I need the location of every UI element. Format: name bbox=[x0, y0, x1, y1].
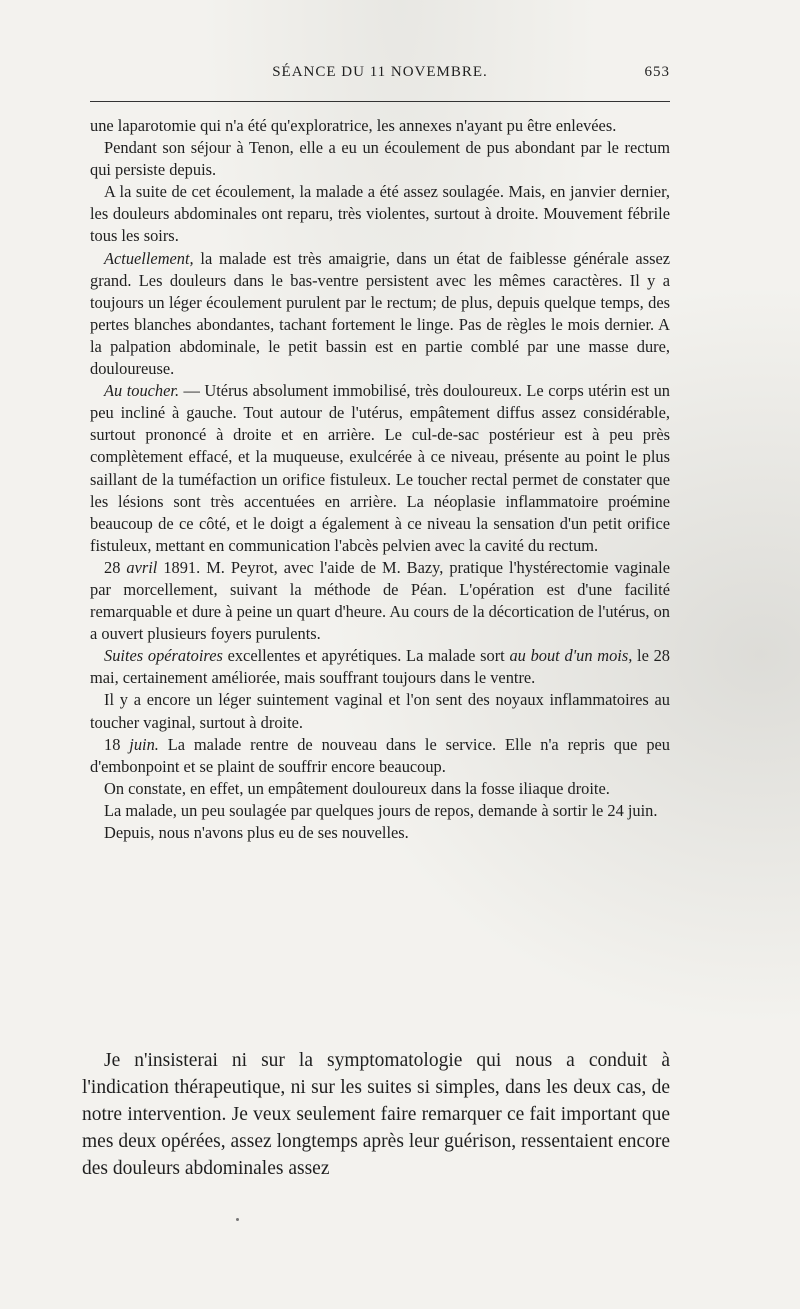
paragraph-6 bbox=[90, 557, 670, 645]
italic-phrase: au bout d'un mois, bbox=[509, 646, 633, 666]
paragraph-5-text: — Utérus absolument immobilisé, très douloureux. Le corps utérin est un peu incliné à gauche. Tout autour de l'utérus, empâtement diffus assez considérable, surtout prononcé à droite et en arrière. Le cul-de-sac postérieur est à peu près complètement effacé, et la muqueuse, exulcérée à ce niveau, présente au point le plus saillant de la tuméfaction un orifice fistuleux. Le toucher rectal permet de constater que les lésions sont très accentuées en arrière. La néoplasie inflammatoire proémine beaucoup de ce côté, et le doigt a également à ce niveau la sensation d'un petit orifice fistuleux, mettant en communication l'abcès pelvien avec la cavité du rectum. bbox=[90, 381, 670, 555]
paragraph-4-text: la malade est très amaigrie, dans un état de faiblesse générale assez grand. Les douleurs dans le bas-ventre persistent avec les mêmes caractères. Il y a toujours un léger écoulement purulent par le rectum; de plus, depuis quelque temps, des pertes blanches abondantes, tachant fortement le linge. Pas de règles le mois dernier. A la palpation abdominale, le petit bassin est en partie comblé par une masse dure, douloureuse. bbox=[90, 248, 670, 379]
paragraph-1: une laparotomie qui n'a été qu'exploratrice, les annexes n'ayant pu être enlevées. bbox=[90, 116, 617, 135]
italic-month: juin. bbox=[120, 734, 159, 754]
page-number: 653 bbox=[644, 64, 670, 80]
print-speck bbox=[236, 1218, 239, 1221]
date-number: 28 bbox=[104, 557, 121, 577]
paragraph-7 bbox=[90, 645, 670, 689]
paragraph-9 bbox=[90, 734, 670, 778]
paragraph-12: Depuis, nous n'avons plus eu de ses nouvelles. bbox=[104, 823, 409, 842]
running-title: SÉANCE DU 11 NOVEMBRE. bbox=[272, 64, 488, 80]
italic-month: avril bbox=[120, 557, 158, 577]
paragraph-5 bbox=[90, 380, 670, 557]
paragraph-3: A la suite de cet écoulement, la malade a été assez soulagée. Mais, en janvier dernier, les douleurs abdominales ont reparu, très violentes, surtout à droite. Mouvement fébrile tous les soirs. bbox=[90, 182, 670, 246]
discussion-paragraph: Je n'insisterai ni sur la symptomatologie qui nous a conduit à l'indication thérapeutique, ni sur les suites si simples, dans les deux cas, de notre intervention. Je veux seulement faire remarquer ce fait important que mes deux opérées, assez longtemps après leur guérison, ressentaient encore des douleurs abdominales assez bbox=[82, 1050, 670, 1179]
paragraph-9-text: La malade rentre de nouveau dans le service. Elle n'a repris que peu d'embonpoint et se plaint de souffrir encore beaucoup. bbox=[90, 734, 670, 776]
italic-lead: Suites opératoires bbox=[104, 646, 223, 666]
paragraph-7-text-end: le 28 mai, certainement améliorée, mais souffrant toujours dans le ventre. bbox=[90, 646, 671, 688]
paragraph-10: On constate, en effet, un empâtement douloureux dans la fosse iliaque droite. bbox=[104, 778, 610, 798]
paragraph-2: Pendant son séjour à Tenon, elle a eu un écoulement de pus abondant par le rectum qui persiste depuis. bbox=[90, 138, 670, 180]
page-header bbox=[90, 64, 670, 86]
discussion-text bbox=[82, 1047, 670, 1182]
paragraph-8: Il y a encore un léger suintement vaginal et l'on sent des noyaux inflammatoires au toucher vaginal, surtout à droite. bbox=[90, 690, 670, 732]
italic-lead: Actuellement, bbox=[104, 248, 194, 268]
date-number: 18 bbox=[104, 734, 121, 754]
case-report-text bbox=[90, 115, 670, 844]
paragraph-11: La malade, un peu soulagée par quelques jours de repos, demande à sortir le 24 juin. bbox=[104, 800, 658, 820]
header-rule bbox=[90, 101, 670, 102]
italic-lead: Au toucher. bbox=[104, 381, 180, 401]
paragraph-7-text: excellentes et apyrétiques. La malade sort bbox=[222, 646, 510, 666]
paragraph-4 bbox=[90, 248, 670, 381]
paragraph-6-text: 1891. M. Peyrot, avec l'aide de M. Bazy, pratique l'hystérectomie vaginale par morcellement, suivant la méthode de Péan. L'opération est d'une facilité remarquable et dure à peine un quart d'heure. Au cours de la décortication de l'utérus, on a ouvert plusieurs foyers purulents. bbox=[90, 557, 670, 644]
